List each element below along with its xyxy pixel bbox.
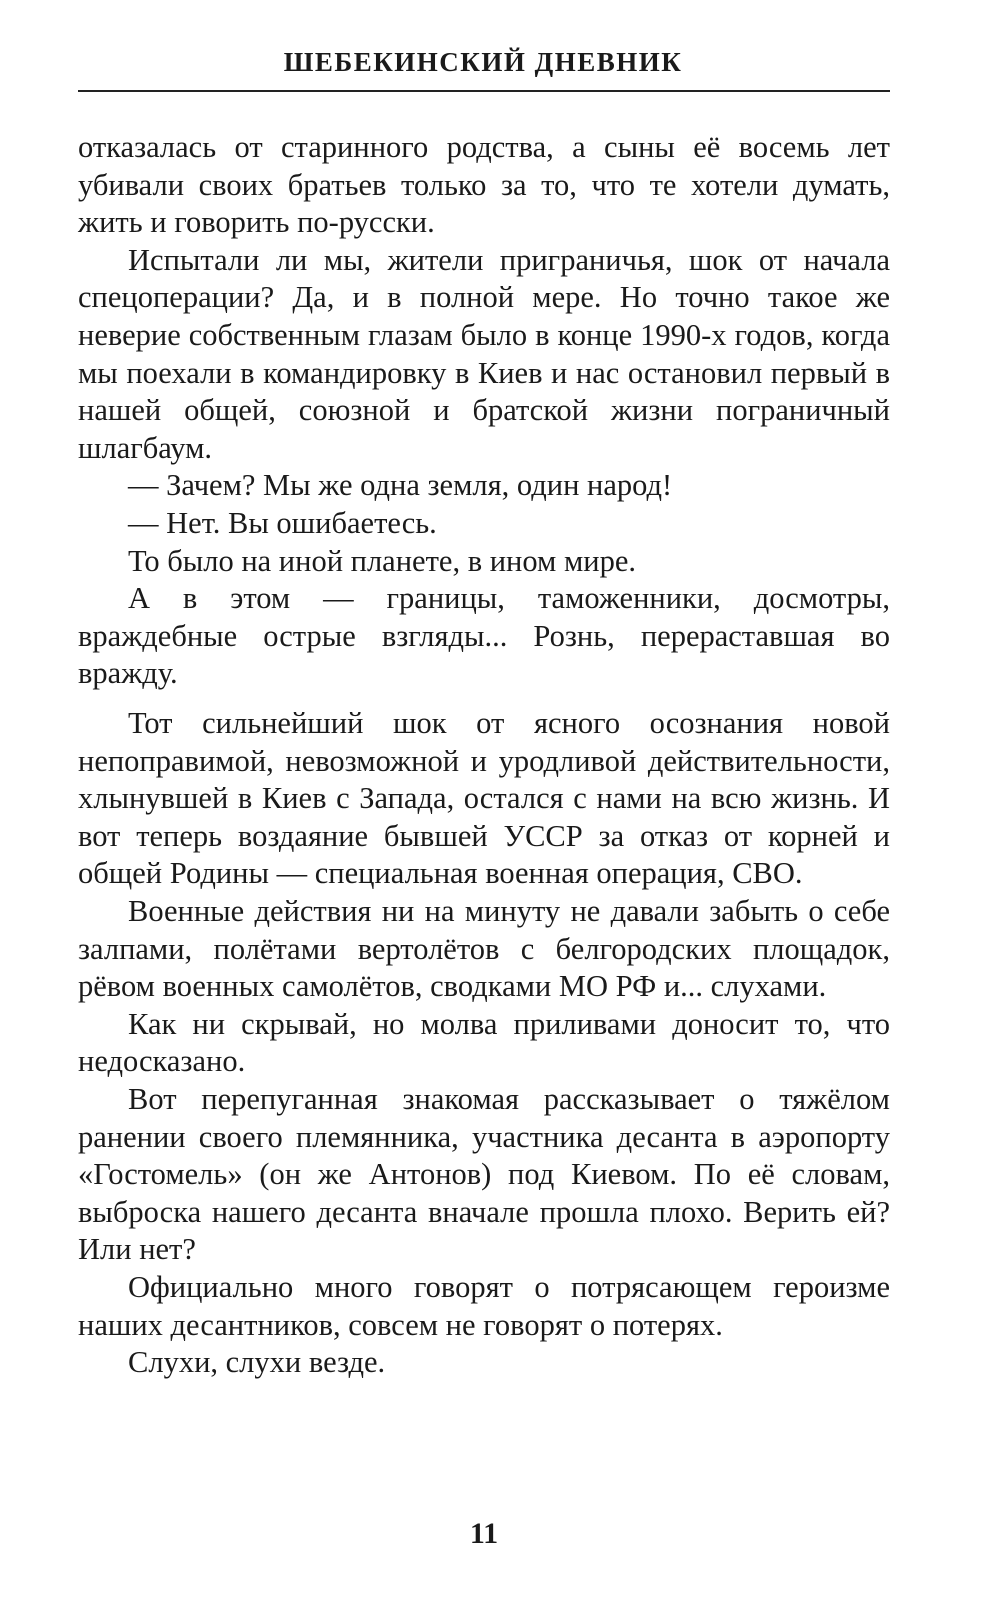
dialogue-line: — Зачем? Мы же одна земля, один народ! <box>128 468 673 503</box>
paragraph: Испытали ли мы, жители приграничья, шок от начала спецоперации? Да, и в полной мере. Но точно такое же неверие собственным глазам было в конце 1990-х годов, когда мы поехали в командировку в Киев и нас остановил первый в нашей общей, союзной и братской жизни пограничный шлагбаум. <box>78 242 890 465</box>
paragraph: Военные действия ни на минуту не давали забыть о себе залпами, полётами вертолётов с белгородских площадок, рёвом военных самолётов, сводками МО РФ и... слухами. <box>78 893 890 1004</box>
text-section-1 <box>78 129 890 693</box>
running-header: ШЕБЕКИНСКИЙ ДНЕВНИК <box>283 47 683 77</box>
paragraph: Тот сильнейший шок от ясного осознания новой непоправимой, невозможной и уродливой действительности, хлынувшей в Киев с Запада, остался с нами на всю жизнь. И вот теперь воздаяние бывшей УССР за отказ от корней и общей Родины — специальная военная операция, СВО. <box>78 706 890 891</box>
paragraph: Вот перепуганная знакомая рассказывает о тяжёлом ранении своего племянника, участника десанта в аэропорту «Гостомель» (он же Антонов) под Киевом. По её словам, выброска нашего десанта вначале прошла плохо. Верить ей? Или нет? <box>78 1081 890 1267</box>
paragraph: отказалась от старинного родства, а сыны её восемь лет убивали своих братьев только за то, что те хотели думать, жить и говорить по-русски. <box>78 130 890 240</box>
paragraph: А в этом — границы, таможенники, досмотры, враждебные острые взгляды... Рознь, перераставшая во вражду. <box>78 581 890 691</box>
paragraph: Как ни скрывай, но молва приливами доносит то, что недосказано. <box>78 1006 890 1079</box>
dialogue-line: — Нет. Вы ошибаетесь. <box>128 505 437 540</box>
text-section-2 <box>78 705 890 1382</box>
paragraph: Официально много говорят о потрясающем героизме наших десантников, совсем не говорят о потерях. <box>78 1269 890 1342</box>
header-rule <box>78 90 890 92</box>
paragraph: То было на иной планете, в ином мире. <box>128 543 637 578</box>
paragraph: Слухи, слухи везде. <box>128 1345 386 1380</box>
page-number: 11 <box>469 1517 499 1550</box>
